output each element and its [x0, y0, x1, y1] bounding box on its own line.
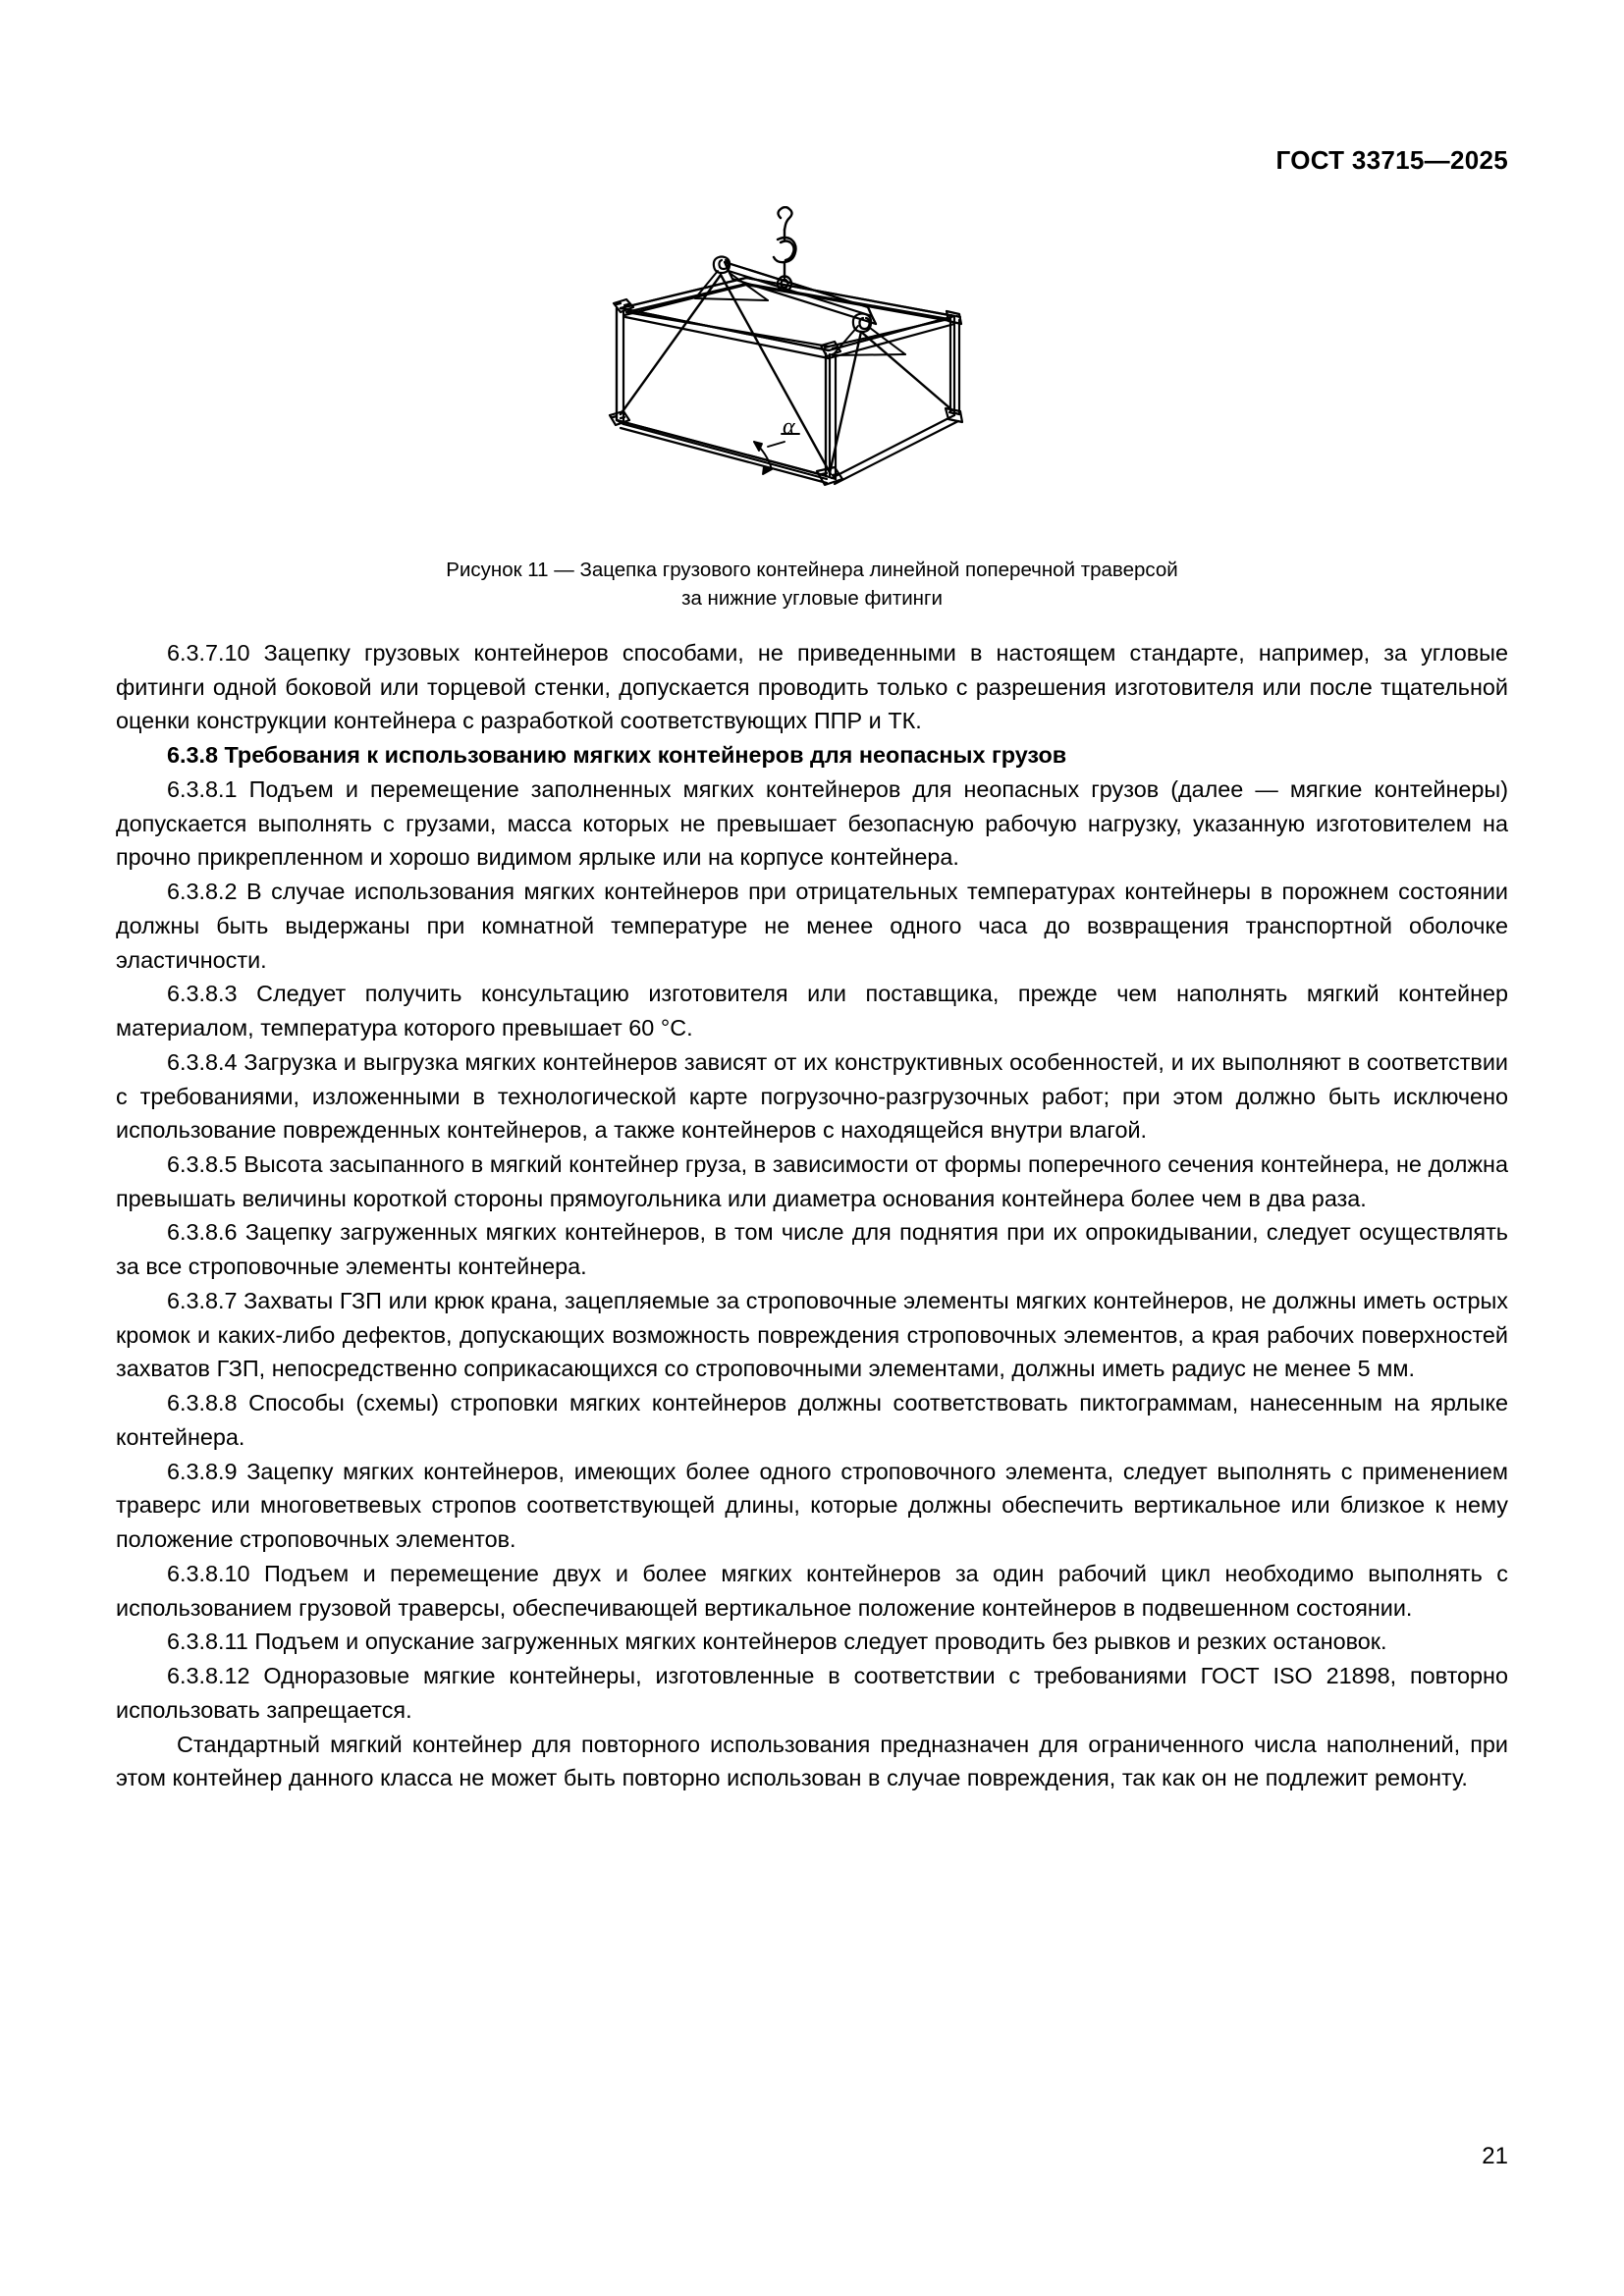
clause-final-paragraph: Стандартный мягкий контейнер для повторного использования предназначен для ограниченного числа наполнений, при этом контейнер данного класса не может быть повторно использован в случае повреждения, так как он не подлежит ремонту. [116, 1731, 1508, 1791]
clause-6-3-7-10: 6.3.7.10 Зацепку грузовых контейнеров способами, не приведенными в настоящем стандарте, например, за угловые фитинги одной боковой или торцевой стенки, допускается проводить только с разрешения изготовителя или после тщательной оценки конструкции контейнера с разработкой соответствующих ППР и ТК. [116, 640, 1508, 734]
clause-6-3-8-7: 6.3.8.7 Захваты ГЗП или крюк крана, зацепляемые за строповочные элементы мягких контейнеров, не должны иметь острых кромок и каких-либо дефектов, допускающих возможность повреждения строповочных элементов, а края рабочих поверхностей захватов ГЗП, непосредственно соприкасающихся со строповочными элементами, должны иметь радиус не менее 5 мм. [116, 1287, 1508, 1382]
clause-6-3-8-2: 6.3.8.2 В случае использования мягких контейнеров при отрицательных температурах контейнеры в порожнем состоянии должны быть выдержаны при комнатной температуре не менее одного часа до возвращения транспортной оболочке эластичности. [116, 879, 1508, 973]
figure-11-caption [116, 556, 1508, 613]
clause-6-3-8-8: 6.3.8.8 Способы (схемы) строповки мягких контейнеров должны соответствовать пиктограммам, нанесенным на ярлыке контейнера. [116, 1390, 1508, 1450]
clause-6-3-8-6: 6.3.8.6 Зацепку загруженных мягких контейнеров, в том числе для поднятия при их опрокидывании, следует осуществлять за все строповочные элементы контейнера. [116, 1219, 1508, 1280]
page-body-text [116, 636, 1508, 1795]
clause-6-3-8-12: 6.3.8.12 Одноразовые мягкие контейнеры, изготовленные в соответствии с требованиями ГОСТ ISO 21898, повторно использовать запрещается. [116, 1663, 1508, 1723]
angle-alpha-label: α [783, 414, 795, 440]
container-lifting-diagram [581, 206, 1043, 530]
clause-6-3-8-1: 6.3.8.1 Подъем и перемещение заполненных мягких контейнеров для неопасных грузов (далее — мягкие контейнеры) допускается выполнять с грузами, масса которых не превышает безопасную рабочую нагрузку, указанную изготовителем на прочно прикрепленном и хорошо видимом ярлыке или на корпусе контейнера. [116, 775, 1508, 871]
figure-caption-line-2: за нижние угловые фитинги [681, 587, 943, 611]
clause-6-3-8-3: 6.3.8.3 Следует получить консультацию изготовителя или поставщика, прежде чем наполнять мягкий контейнер материалом, температура которого превышает 60 °С. [116, 981, 1508, 1041]
angle-alpha-annotation [754, 434, 799, 474]
heading-6-3-8: 6.3.8 Требования к использованию мягких контейнеров для неопасных грузов [167, 742, 1067, 769]
figure-11-block [116, 206, 1508, 613]
page-number: 21 [1482, 2143, 1508, 2169]
clause-6-3-8-9: 6.3.8.9 Зацепку мягких контейнеров, имеющих более одного строповочного элемента, следует выполнять с применением траверс или многоветвевых стропов соответствующей длины, которые должны обеспечить вертикальное или близкое к нему положение строповочных элементов. [116, 1458, 1508, 1553]
clause-6-3-8-11: 6.3.8.11 Подъем и опускание загруженных мягких контейнеров следует проводить без рывков и резких остановок. [167, 1629, 1387, 1655]
corner-posts [617, 308, 959, 479]
figure-11-illustration [116, 206, 1508, 530]
document-standard-header: ГОСТ 33715—2025 [1275, 145, 1508, 175]
clause-6-3-8-4: 6.3.8.4 Загрузка и выгрузка мягких контейнеров зависят от их конструктивных особенностей, и их выполняют в соответствии с требованиями, изложенными в технологической карте погрузочно-разгрузочных работ; при этом должно быть исключено использование поврежденных контейнеров, а также контейнеров с находящейся внутри влагой. [116, 1048, 1508, 1144]
clause-6-3-8-5: 6.3.8.5 Высота засыпанного в мягкий контейнер груза, в зависимости от формы поперечного сечения контейнера, не должна превышать величины короткой стороны прямоугольника или диаметра основания контейнера более чем в два раза. [116, 1151, 1508, 1211]
figure-caption-line-1: Рисунок 11 — Зацепка грузового контейнера линейной поперечной траверсой [446, 559, 1178, 581]
clause-6-3-8-10: 6.3.8.10 Подъем и перемещение двух и более мягких контейнеров за один рабочий цикл необходимо выполнять с использованием грузовой траверсы, обеспечивающей вертикальное положение контейнеров в подвешенном состоянии. [116, 1560, 1508, 1621]
